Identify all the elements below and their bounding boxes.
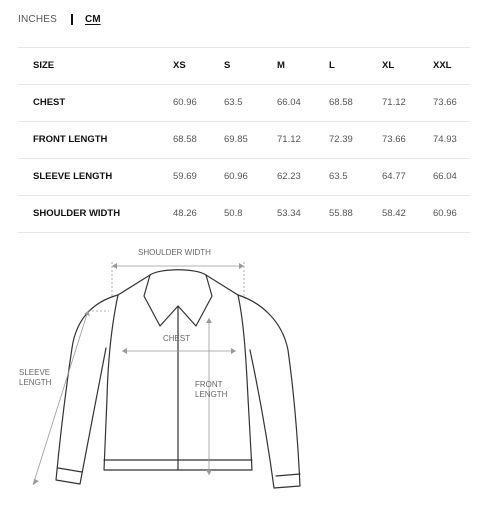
unit-toggle [18, 12, 101, 26]
header-xl: XL [382, 60, 395, 71]
row-label: SLEEVE LENGTH [33, 171, 113, 182]
size-chart-table [18, 47, 470, 233]
table-cell: 73.66 [433, 97, 457, 108]
inches-toggle[interactable]: INCHES [18, 13, 57, 25]
table-cell: 60.96 [224, 171, 248, 182]
header-size: SIZE [33, 60, 55, 71]
table-cell: 72.39 [329, 134, 353, 145]
collar-back [150, 270, 206, 275]
table-cell: 60.96 [173, 97, 197, 108]
front-length-label-line1: FRONT [195, 380, 223, 389]
table-cell: 58.42 [382, 208, 406, 219]
table-cell: 73.66 [382, 134, 406, 145]
table-cell: 66.04 [277, 97, 301, 108]
header-xxl: XXL [433, 60, 452, 71]
row-label: CHEST [33, 97, 66, 108]
jacket-diagram-icon [0, 238, 477, 521]
shoulder-width-label: SHOULDER WIDTH [138, 248, 211, 257]
table-cell: 63.5 [329, 171, 348, 182]
chest-label: CHEST [163, 334, 191, 343]
unit-divider [71, 14, 73, 25]
table-row [18, 121, 470, 158]
table-cell: 55.88 [329, 208, 353, 219]
table-cell: 50.8 [224, 208, 243, 219]
table-row [18, 158, 470, 195]
table-cell: 68.58 [329, 97, 353, 108]
table-cell: 59.69 [173, 171, 197, 182]
table-cell: 48.26 [173, 208, 197, 219]
cm-toggle[interactable]: CM [84, 13, 101, 25]
table-row [18, 84, 470, 121]
header-m: M [277, 60, 285, 71]
sleeve-length-label-line1: SLEEVE [19, 368, 51, 377]
sleeve-length-line [33, 311, 88, 485]
header-xs: XS [173, 60, 186, 71]
table-cell: 53.34 [277, 208, 301, 219]
table-row [18, 195, 470, 233]
table-cell: 69.85 [224, 134, 248, 145]
front-length-label-line2: LENGTH [195, 390, 228, 399]
table-cell: 63.5 [224, 97, 243, 108]
header-s: S [224, 60, 231, 71]
sleeve-length-label-line2: LENGTH [19, 378, 52, 387]
table-cell: 66.04 [433, 171, 457, 182]
table-header-row [18, 47, 470, 84]
row-label: SHOULDER WIDTH [33, 208, 121, 219]
table-cell: 68.58 [173, 134, 197, 145]
measurement-diagram [0, 238, 477, 521]
table-cell: 60.96 [433, 208, 457, 219]
row-label: FRONT LENGTH [33, 134, 108, 145]
table-cell: 64.77 [382, 171, 406, 182]
header-l: L [329, 60, 335, 71]
table-cell: 74.93 [433, 134, 457, 145]
left-sleeve [56, 295, 118, 484]
table-cell: 71.12 [277, 134, 301, 145]
table-cell: 62.23 [277, 171, 301, 182]
table-cell: 71.12 [382, 97, 406, 108]
